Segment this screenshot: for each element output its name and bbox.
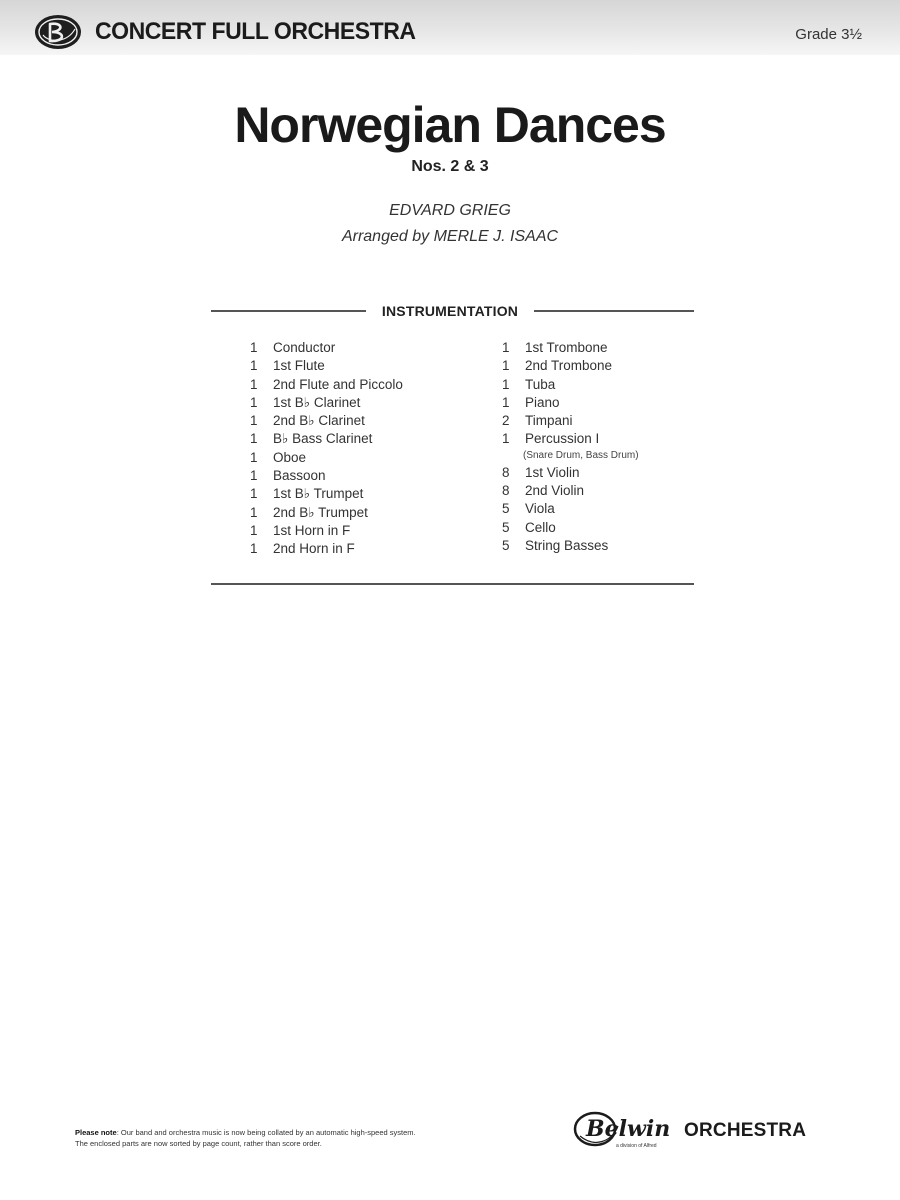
instrument-row bbox=[250, 450, 403, 468]
work-subtitle: Nos. 2 & 3 bbox=[411, 158, 489, 175]
instrument-qty: 2 bbox=[502, 413, 510, 429]
instrument-qty: 5 bbox=[502, 519, 510, 535]
instrument-name: 1st Violin bbox=[525, 464, 580, 480]
work-title: Norwegian Dances bbox=[234, 97, 666, 153]
instrument-row bbox=[502, 520, 639, 538]
heading-rule-right bbox=[534, 310, 694, 312]
instrument-qty: 1 bbox=[502, 376, 510, 392]
instrumentation-bottom-rule bbox=[211, 583, 694, 585]
collation-note-line1: : Our band and orchestra music is now being collated by an automatic high-speed system. bbox=[116, 1128, 416, 1137]
instrument-qty: 1 bbox=[250, 522, 258, 538]
instrument-row bbox=[502, 377, 639, 395]
belwin-tagline: a division of Alfred bbox=[616, 1143, 657, 1149]
instrument-row bbox=[502, 395, 639, 413]
instrument-row bbox=[250, 395, 403, 413]
instrument-row bbox=[250, 486, 403, 504]
instrument-name: Piano bbox=[525, 394, 560, 410]
belwin-logo-wordmark: Belwin bbox=[586, 1116, 671, 1142]
instrument-qty: 1 bbox=[250, 413, 258, 429]
instrument-name: 2nd Violin bbox=[525, 483, 585, 499]
instrument-qty: 1 bbox=[502, 358, 510, 374]
instrument-row bbox=[502, 431, 639, 449]
instrument-qty: 1 bbox=[250, 468, 258, 484]
instrument-qty: 1 bbox=[250, 431, 258, 447]
instrument-name: 2nd Horn in F bbox=[273, 541, 355, 557]
instrument-name: Viola bbox=[525, 501, 555, 517]
heading-rule-left bbox=[211, 310, 366, 312]
instrument-row bbox=[502, 465, 639, 483]
instrument-qty: 1 bbox=[250, 340, 258, 355]
arranger: Arranged by MERLE J. ISAAC bbox=[341, 228, 559, 245]
instrument-row bbox=[250, 523, 403, 541]
instrument-row bbox=[250, 358, 403, 376]
instrument-qty: 1 bbox=[250, 358, 258, 374]
instrument-name: Bassoon bbox=[273, 468, 326, 484]
instrument-note: (Snare Drum, Bass Drum) bbox=[523, 449, 639, 461]
instrument-name: B♭ Bass Clarinet bbox=[273, 431, 373, 447]
instrument-name: 1st Horn in F bbox=[273, 522, 351, 538]
instrument-qty: 5 bbox=[502, 537, 510, 553]
instrument-name: Timpani bbox=[525, 413, 573, 429]
instrument-qty: 1 bbox=[250, 394, 258, 410]
instrument-name: Conductor bbox=[273, 340, 336, 355]
instrument-row bbox=[250, 505, 403, 523]
instrument-qty: 1 bbox=[250, 541, 258, 557]
instrument-list-right bbox=[502, 340, 639, 556]
instrument-qty: 1 bbox=[502, 394, 510, 410]
instrument-name: Percussion I bbox=[525, 431, 600, 447]
instrument-row bbox=[502, 538, 639, 556]
publisher-name: ORCHESTRA bbox=[684, 1120, 807, 1141]
instrument-row bbox=[250, 340, 403, 358]
instrument-name: 2nd Trombone bbox=[525, 358, 613, 374]
instrument-qty: 1 bbox=[502, 340, 510, 355]
series-title: CONCERT FULL ORCHESTRA bbox=[95, 18, 416, 45]
instrument-row bbox=[250, 413, 403, 431]
instrument-qty: 8 bbox=[502, 464, 510, 480]
instrument-name: Tuba bbox=[525, 376, 556, 392]
instrument-qty: 8 bbox=[502, 483, 510, 499]
collation-note-label: Please note bbox=[75, 1128, 117, 1137]
instrument-qty: 1 bbox=[250, 486, 258, 502]
instrument-name: 1st B♭ Clarinet bbox=[273, 394, 361, 410]
instrument-row bbox=[502, 358, 639, 376]
instrument-qty: 1 bbox=[250, 449, 258, 465]
instrument-row bbox=[250, 431, 403, 449]
instrumentation-heading: INSTRUMENTATION bbox=[381, 303, 519, 319]
instrument-name: 2nd Flute and Piccolo bbox=[273, 376, 403, 392]
instrument-row bbox=[502, 413, 639, 431]
instrument-row bbox=[250, 468, 403, 486]
instrument-name: 1st Trombone bbox=[525, 340, 608, 355]
instrument-name: String Basses bbox=[525, 537, 609, 553]
grade-label: Grade 3½ bbox=[795, 26, 862, 43]
instrument-row bbox=[502, 501, 639, 519]
concert-series-logo-icon bbox=[33, 13, 83, 51]
composer: EDVARD GRIEG bbox=[389, 202, 511, 219]
instrument-qty: 1 bbox=[502, 431, 510, 447]
instrument-name: 2nd B♭ Clarinet bbox=[273, 413, 365, 429]
instrument-name: Oboe bbox=[273, 449, 307, 465]
instrument-row bbox=[502, 483, 639, 501]
instrument-name: 1st B♭ Trumpet bbox=[273, 486, 364, 502]
instrument-row bbox=[250, 377, 403, 395]
instrument-qty: 1 bbox=[250, 504, 258, 520]
belwin-logo-icon bbox=[572, 1108, 682, 1152]
instrument-row bbox=[502, 340, 639, 358]
instrument-name: Cello bbox=[525, 519, 556, 535]
instrument-row bbox=[250, 541, 403, 559]
instrument-qty: 1 bbox=[250, 376, 258, 392]
instrument-name: 2nd B♭ Trumpet bbox=[273, 504, 368, 520]
collation-note bbox=[75, 1127, 416, 1149]
instrument-list-left bbox=[250, 340, 403, 560]
collation-note-line2: The enclosed parts are now sorted by page count, rather than score order. bbox=[75, 1139, 322, 1148]
instrument-name: 1st Flute bbox=[273, 358, 325, 374]
instrument-qty: 5 bbox=[502, 501, 510, 517]
